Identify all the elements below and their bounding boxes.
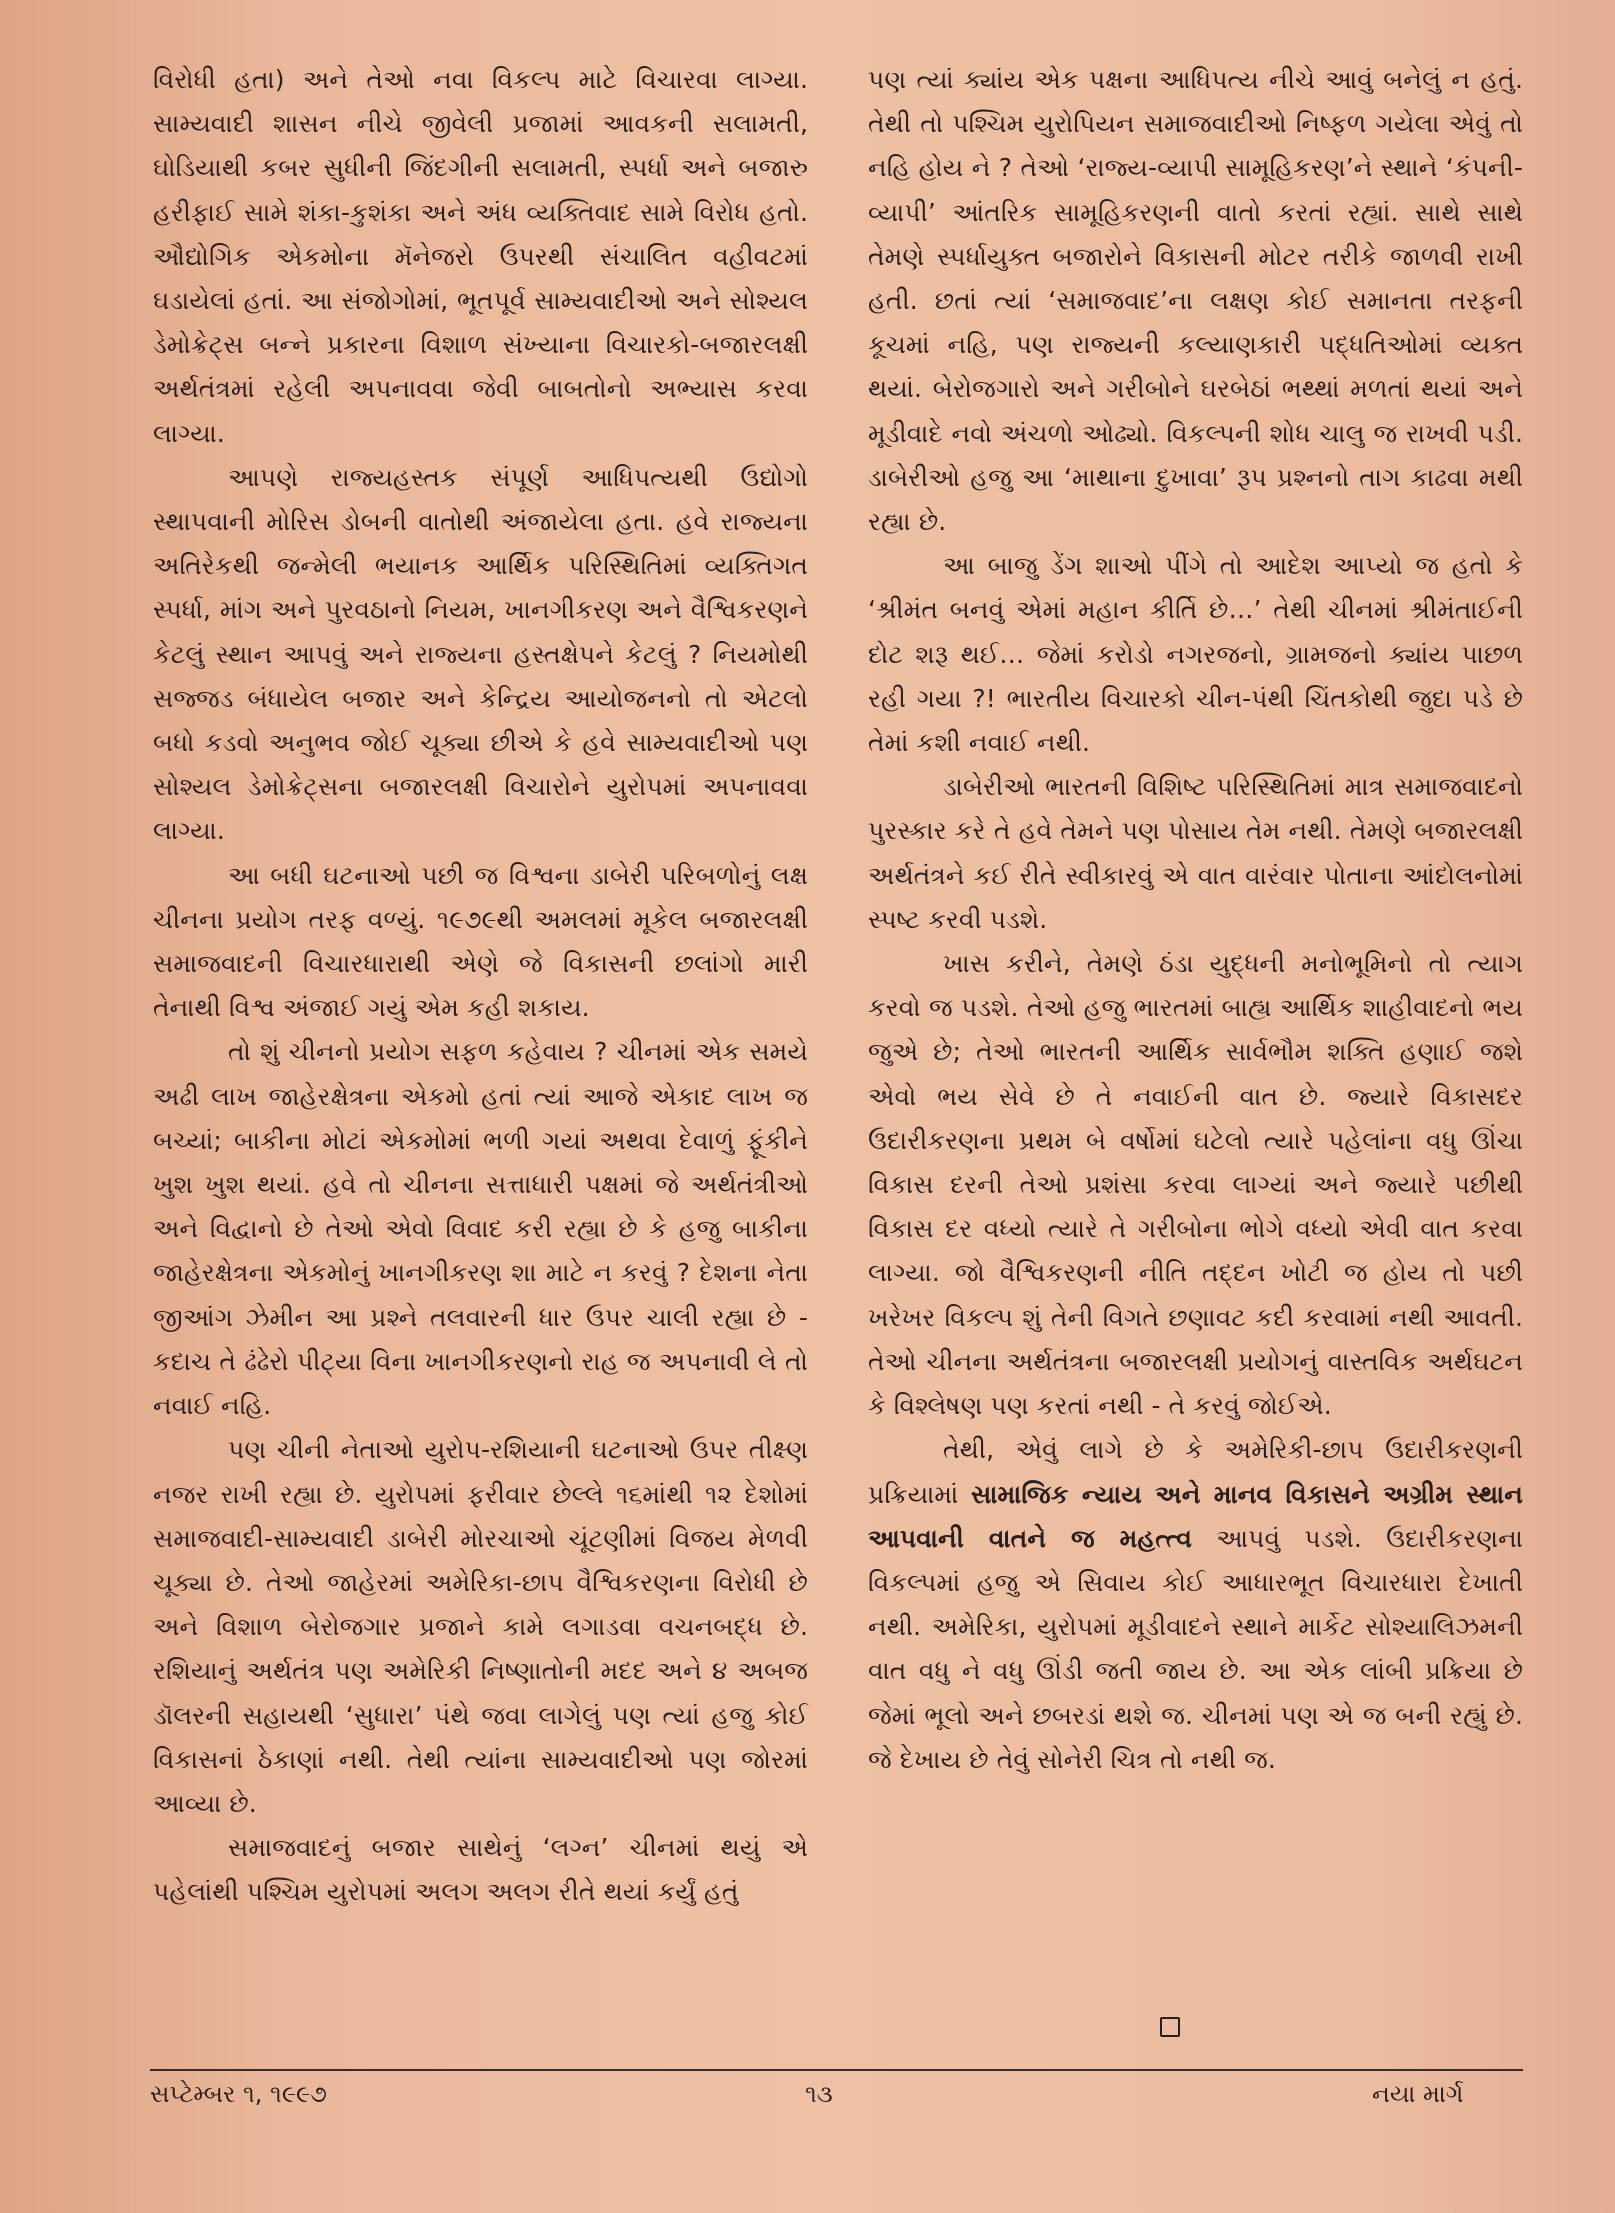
paragraph: આપણે રાજ્યહસ્તક સંપૂર્ણ આધિપત્યથી ઉદ્યોગો સ્થાપવાની મોરિસ ડોબની વાતોથી અંજાયેલા હતા. હવે રાજ્યના અતિરેકથી જન્મેલી ભયાનક આર્થિક પરિસ્થિતિમાં વ્યક્તિગત સ્પર્ધા, માંગ અને પુરવઠાનો નિયમ, ખાનગીકરણ અને વૈશ્વિકરણને કેટલું સ્થાન આપવું અને રાજ્યના હસ્તક્ષેપને કેટલું ? નિયમોથી સજ્જડ બંધાયેલ બજાર અને કેન્દ્રિય આયોજનનો તો એટલો બધો કડવો અનુભવ જોઈ ચૂક્યા છીએ કે હવે સામ્યવાદીઓ પણ સોશ્યલ ડેમોક્રેટ્સના બજારલક્ષી વિચારોને યુરોપમાં અપનાવવા લાગ્યા.: [153, 462, 808, 846]
paragraph: પણ ત્યાં ક્યાંય એક પક્ષના આધિપત્ય નીચે આવું બનેલું ન હતું. તેથી તો પશ્ચિમ યુરોપિયન સમાજવાદીઓ નિષ્ફળ ગયેલા એવું તો નહિ હોય ને ? તેઓ ‘રાજ્ય-વ્યાપી સામૂહિકરણ’ને સ્થાને ‘કંપની-વ્યાપી’ આંતરિક સામૂહિકરણની વાતો કરતાં રહ્યાં. સાથે સાથે તેમણે સ્પર્ધાયુક્ત બજારોને વિકાસની મોટર તરીકે જાળવી રાખી હતી. છતાં ત્યાં ‘સમાજવાદ’ના લક્ષણ કોઈ સમાનતા તરફની કૂચમાં નહિ, પણ રાજ્યની કલ્યાણકારી પદ્ધતિઓમાં વ્યક્ત થયાં. બેરોજગારો અને ગરીબોને ઘરબેઠાં ભથ્થાં મળતાં થયાં અને મૂડીવાદે નવો અંચળો ઓઢ્યો. વિકલ્પની શોધ ચાલુ જ રાખવી પડી. ડાબેરીઓ હજુ આ ‘માથાના દુખાવા’ રૂપ પ્રશ્નનો તાગ કાઢવા મથી રહ્યા છે.: [868, 65, 1523, 537]
paragraph: આ બાજુ ડેંગ શાઓ પીંગે તો આદેશ આપ્યો જ હતો કે ‘શ્રીમંત બનવું એમાં મહાન કીર્તિ છે…’ તેથી ચીનમાં શ્રીમંતાઈની દોટ શરૂ થઈ… જેમાં કરોડો નગરજનો, ગ્રામજનો ક્યાંય પાછળ રહી ગયા ?! ભારતીય વિચારકો ચીન-પંથી ચિંતકોથી જુદા પડે છે તેમાં કશી નવાઈ નથી.: [868, 551, 1523, 758]
footer-rule: [150, 2069, 1523, 2071]
paragraph: તો શું ચીનનો પ્રયોગ સફળ કહેવાય ? ચીનમાં એક સમયે અઢી લાખ જાહેરક્ષેત્રના એકમો હતાં ત્યાં આજે એકાદ લાખ જ બચ્યાં; બાકીના મોટાં એકમોમાં ભળી ગયાં અથવા દેવાળું ફૂંકીને ખુશ ખુશ થયાં. હવે તો ચીનના સત્તાધારી પક્ષમાં જે અર્થતંત્રીઓ અને વિદ્વાનો છે તેઓ એવો વિવાદ કરી રહ્યા છે કે હજુ બાકીના જાહેરક્ષેત્રના એકમોનું ખાનગીકરણ શા માટે ન કરવું ? દેશના નેતા જીઆંગ ઝેમીન આ પ્રશ્ને તલવારની ધાર ઉપર ચાલી રહ્યા છે - કદાચ તે ઢંઢેરો પીટ્યા વિના ખાનગીકરણનો રાહ જ અપનાવી લે તો નવાઈ નહિ.: [153, 1037, 808, 1421]
closing-emphasis: સામાજિક ન્યાય અને માનવ વિકાસને અગ્રીમ સ્થાન આપવાની વાતને જ મહત્ત્વ: [868, 1479, 1523, 1553]
end-of-article-mark: [1160, 2017, 1180, 2037]
closing-paragraph: [868, 1428, 1523, 1782]
paragraph: વિરોધી હતા) અને તેઓ નવા વિકલ્પ માટે વિચારવા લાગ્યા. સામ્યવાદી શાસન નીચે જીવેલી પ્રજામાં આવકની સલામતી, ઘોડિયાથી કબર સુધીની જિંદગીની સલામતી, સ્પર્ધા અને બજારુ હરીફાઈ સામે શંકા-કુશંકા અને અંધ વ્યક્તિવાદ સામે વિરોધ હતો. ઔદ્યોગિક એકમોના મૅનેજરો ઉપરથી સંચાલિત વહીવટમાં ઘડાયેલાં હતાં. આ સંજોગોમાં, ભૂતપૂર્વ સામ્યવાદીઓ અને સોશ્યલ ડેમોક્રેટ્સ બન્ને પ્રકારના વિશાળ સંખ્યાના વિચારકો-બજારલક્ષી અર્થતંત્રમાં રહેલી અપનાવવા જેવી બાબતોનો અભ્યાસ કરવા લાગ્યા.: [153, 65, 808, 448]
paragraph: સમાજવાદનું બજાર સાથેનું ‘લગ્ન’ ચીનમાં થયું એ પહેલાંથી પશ્ચિમ યુરોપમાં અલગ અલગ રીતે થયાં કર્યું હતું: [153, 1833, 808, 1907]
paragraph: ડાબેરીઓ ભારતની વિશિષ્ટ પરિસ્થિતિમાં માત્ર સમાજવાદનો પુરસ્કાર કરે તે હવે તેમને પણ પોસાય તેમ નથી. તેમણે બજારલક્ષી અર્થતંત્રને કઈ રીતે સ્વીકારવું એ વાત વારંવાર પોતાના આંદોલનોમાં સ્પષ્ટ કરવી પડશે.: [868, 772, 1523, 934]
publication-name: નયા માર્ગ: [1372, 2080, 1464, 2108]
paragraph: ખાસ કરીને, તેમણે ઠંડા યુદ્ધની મનોભૂમિનો તો ત્યાગ કરવો જ પડશે. તેઓ હજુ ભારતમાં બાહ્ય આર્થિક શાહીવાદનો ભય જુએ છે; તેઓ ભારતની આર્થિક સાર્વભૌમ શક્તિ હણાઈ જશે એવો ભય સેવે છે તે નવાઈની વાત છે. જ્યારે વિકાસદર ઉદારીકરણના પ્રથમ બે વર્ષોમાં ઘટેલો ત્યારે પહેલાંના વધુ ઊંચા વિકાસ દરની તેઓ પ્રશંસા કરવા લાગ્યાં અને જ્યારે પછીથી વિકાસ દર વધ્યો ત્યારે તે ગરીબોના ભોગે વધ્યો એવી વાત કરવા લાગ્યા. જો વૈશ્વિકરણની નીતિ તદ્દન ખોટી જ હોય તો પછી ખરેખર વિકલ્પ શું તેની વિગતે છણાવટ કદી કરવામાં નથી આવતી. તેઓ ચીનના અર્થતંત્રના બજારલક્ષી પ્રયોગનું વાસ્તવિક અર્થઘટન કે વિશ્લેષણ પણ કરતાં નથી - તે કરવું જોઈએ.: [868, 949, 1523, 1421]
left-column: [153, 58, 808, 1915]
right-column: [868, 58, 1523, 1782]
closing-text: આપવું પડશે. ઉદારીકરણના વિકલ્પમાં હજુ એ સિવાય કોઈ આધારભૂત વિચારધારા દેખાતી નથી. અમેરિકા, યુરોપમાં મૂડીવાદને સ્થાને માર્કેટ સોશ્યાલિઝમની વાત વધુ ને વધુ ઊંડી જતી જાય છે. આ એક લાંબી પ્રક્રિયા છે જેમાં ભૂલો અને છબરડાં થશે જ. ચીનમાં પણ એ જ બની રહ્યું છે. જે દેખાય છે તેવું સોનેરી ચિત્ર તો નથી જ.: [868, 1523, 1523, 1774]
closing-text: તેથી, એવું લાગે છે કે અમેરિકી-છાપ ઉદારીકરણની પ્રક્રિયામાં: [868, 1435, 1523, 1509]
paragraph: પણ ચીની નેતાઓ યુરોપ-રશિયાની ઘટનાઓ ઉપર તીક્ષ્ણ નજર રાખી રહ્યા છે. યુરોપમાં ફરીવાર છેલ્લે ૧૬માંથી ૧૨ દેશોમાં સમાજવાદી-સામ્યવાદી ડાબેરી મોરચાઓ ચૂંટણીમાં વિજય મેળવી ચૂક્યા છે. તેઓ જાહેરમાં અમેરિકા-છાપ વૈશ્વિકરણના વિરોધી છે અને વિશાળ બેરોજગાર પ્રજાને કામે લગાડવા વચનબદ્ધ છે. રશિયાનું અર્થતંત્ર પણ અમેરિકી નિષ્ણાતોની મદદ અને ૪ અબજ ડૉલરની સહાયથી ‘સુધારા’ પંથે જવા લાગેલું પણ ત્યાં હજુ કોઈ વિકાસનાં ઠેકાણાં નથી. તેથી ત્યાંના સામ્યવાદીઓ પણ જોરમાં આવ્યા છે.: [153, 1435, 808, 1818]
page-number: ૧૩: [805, 2080, 833, 2108]
footer-date: સપ્ટેમ્બર ૧, ૧૯૯૭: [150, 2080, 327, 2108]
paragraph: આ બધી ઘટનાઓ પછી જ વિશ્વના ડાબેરી પરિબળોનું લક્ષ ચીનના પ્રયોગ તરફ વળ્યું. ૧૯૭૯થી અમલમાં મૂકેલ બજારલક્ષી સમાજવાદની વિચારધારાથી એણે જે વિકાસની છલાંગો મારી તેનાથી વિશ્વ અંજાઈ ગયું એમ કહી શકાય.: [153, 860, 808, 1023]
